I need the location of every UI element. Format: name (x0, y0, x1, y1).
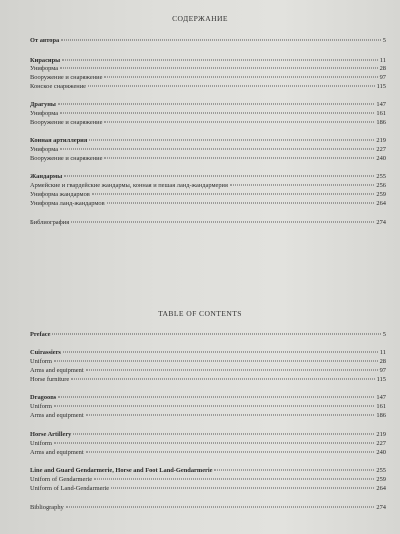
dot-leader (104, 157, 374, 159)
toc-entry-page-number: 5 (382, 37, 386, 44)
dot-leader (58, 103, 374, 105)
toc-entry-page-number: 227 (376, 146, 386, 153)
toc-entry-page-number: 255 (376, 173, 386, 180)
dot-leader (214, 469, 374, 471)
toc-entry (30, 118, 386, 127)
toc-entry-label: Конское снаряжение (30, 83, 86, 90)
toc-entry-label: Arms and equipment (30, 412, 84, 419)
toc-entry (30, 190, 386, 199)
toc-entry-label: Uniform of Land-Gendarmerie (30, 485, 110, 492)
toc-entry-page-number: 161 (376, 110, 386, 117)
toc-entry-label: Arms and equipment (30, 449, 84, 456)
toc-entry-label: Uniform (30, 440, 53, 447)
toc-entry-label: Конная артиллерия (30, 137, 88, 144)
contents-heading-en: TABLE OF CONTENTS (158, 309, 242, 318)
dot-leader (52, 333, 380, 335)
toc-entry (30, 36, 386, 45)
toc-entry-label: Униформа жандармов (30, 191, 90, 198)
toc-entry (30, 375, 386, 384)
toc-entry (30, 172, 386, 181)
dot-leader (86, 451, 375, 453)
dot-leader (230, 184, 375, 186)
toc-entry-label: Вооружение и снаряжение (30, 155, 103, 162)
toc-entry-page-number: 219 (376, 431, 386, 438)
toc-entry-page-number: 259 (376, 476, 386, 483)
toc-entry-page-number: 97 (379, 367, 386, 374)
toc-entry-label: Кирасиры (30, 57, 61, 64)
toc-entry-label: Dragoons (30, 394, 57, 401)
dot-leader (62, 59, 378, 61)
dot-leader (104, 121, 374, 123)
toc-entry (30, 402, 386, 411)
toc-entry-label: Униформа (30, 146, 59, 153)
dot-leader (71, 378, 374, 380)
dot-leader (58, 396, 374, 398)
toc-entry-page-number: 186 (376, 119, 386, 126)
dot-leader (104, 76, 377, 78)
toc-entry (30, 439, 386, 448)
toc-entry (30, 109, 386, 118)
dot-leader (111, 487, 374, 489)
dot-leader (88, 85, 375, 87)
toc-entry-label: Армейские и гвардейские жандармы, конная и пешая ланд-жандармерия (30, 182, 228, 189)
dot-leader (92, 193, 375, 195)
toc-entry-page-number: 161 (376, 403, 386, 410)
dot-leader (61, 39, 381, 41)
toc-entry (30, 366, 386, 375)
dot-leader (73, 433, 374, 435)
toc-entry (30, 466, 386, 475)
toc-entry-page-number: 264 (376, 485, 386, 492)
dot-leader (60, 67, 378, 69)
toc-entry (30, 430, 386, 439)
toc-entry-label: Uniform (30, 403, 53, 410)
toc-entry-label: Preface (30, 331, 51, 338)
toc-entry-page-number: 240 (376, 155, 386, 162)
toc-entry-page-number: 147 (376, 101, 386, 108)
toc-entry-label: Жандармы (30, 173, 63, 180)
dot-leader (60, 112, 374, 114)
toc-entry (30, 199, 386, 208)
toc-entry (30, 145, 386, 154)
toc-entry (30, 100, 386, 109)
toc-entry-page-number: 240 (376, 449, 386, 456)
toc-entry-label: Библиография (30, 219, 70, 226)
dot-leader (66, 506, 375, 508)
toc-entry-page-number: 274 (376, 504, 386, 511)
dot-leader (89, 139, 374, 141)
toc-entry (30, 411, 386, 420)
toc-entry-page-number: 115 (376, 83, 386, 90)
toc-entry (30, 136, 386, 145)
toc-entry-page-number: 227 (376, 440, 386, 447)
toc-entry-label: Драгуны (30, 101, 56, 108)
dot-leader (71, 221, 374, 223)
dot-leader (86, 414, 375, 416)
dot-leader (54, 360, 378, 362)
toc-entry-page-number: 259 (376, 191, 386, 198)
toc-entry-label: Horse furniture (30, 376, 70, 383)
contents-heading-ru: СОДЕРЖАНИЕ (172, 14, 228, 23)
toc-entry (30, 348, 386, 357)
toc-entry-label: Line and Guard Gendarmerie, Horse and Foot Land-Gendarmerie (30, 467, 213, 474)
toc-entry-page-number: 5 (382, 331, 386, 338)
toc-entry-page-number: 256 (376, 182, 386, 189)
toc-entry-label: Вооружение и снаряжение (30, 119, 103, 126)
toc-entry-page-number: 274 (376, 219, 386, 226)
toc-entry-page-number: 147 (376, 394, 386, 401)
toc-entry (30, 503, 386, 512)
dot-leader (54, 405, 374, 407)
dot-leader (86, 369, 378, 371)
toc-entry-page-number: 28 (379, 358, 386, 365)
toc-entry (30, 330, 386, 339)
toc-entry-page-number: 186 (376, 412, 386, 419)
toc-entry-label: Uniform (30, 358, 53, 365)
toc-entry-label: Arms and equipment (30, 367, 84, 374)
toc-entry (30, 475, 386, 484)
toc-entry (30, 181, 386, 190)
toc-entry (30, 218, 386, 227)
toc-entry-label: Вооружение и снаряжение (30, 74, 103, 81)
toc-entry-page-number: 115 (376, 376, 386, 383)
toc-entry-page-number: 264 (376, 200, 386, 207)
toc-entry (30, 357, 386, 366)
toc-entry-page-number: 219 (376, 137, 386, 144)
toc-entry (30, 64, 386, 73)
toc-entry (30, 154, 386, 163)
dot-leader (64, 175, 374, 177)
toc-entry-label: Униформа (30, 65, 59, 72)
toc-entry-label: От автора (30, 37, 60, 44)
toc-entry-page-number: 97 (379, 74, 386, 81)
toc-entry (30, 82, 386, 91)
toc-entry (30, 484, 386, 493)
toc-entry-page-number: 28 (379, 65, 386, 72)
dot-leader (54, 442, 374, 444)
toc-entry (30, 393, 386, 402)
dot-leader (107, 202, 375, 204)
dot-leader (94, 478, 374, 480)
toc-entry-label: Horse Artillery (30, 431, 72, 438)
toc-entry (30, 73, 386, 82)
toc-entry-page-number: 255 (376, 467, 386, 474)
toc-entry-page-number: 11 (379, 349, 386, 356)
toc-entry-label: Uniforn of Gendarmerie (30, 476, 93, 483)
toc-entry (30, 448, 386, 457)
toc-entry-label: Униформа (30, 110, 59, 117)
toc-entry-page-number: 11 (379, 57, 386, 64)
toc-entry-label: Cuirassiers (30, 349, 61, 356)
dot-leader (60, 148, 374, 150)
dot-leader (63, 351, 378, 353)
toc-entry-label: Униформа ланд-жандармов (30, 200, 105, 207)
toc-entry-label: Bibliography (30, 504, 64, 511)
